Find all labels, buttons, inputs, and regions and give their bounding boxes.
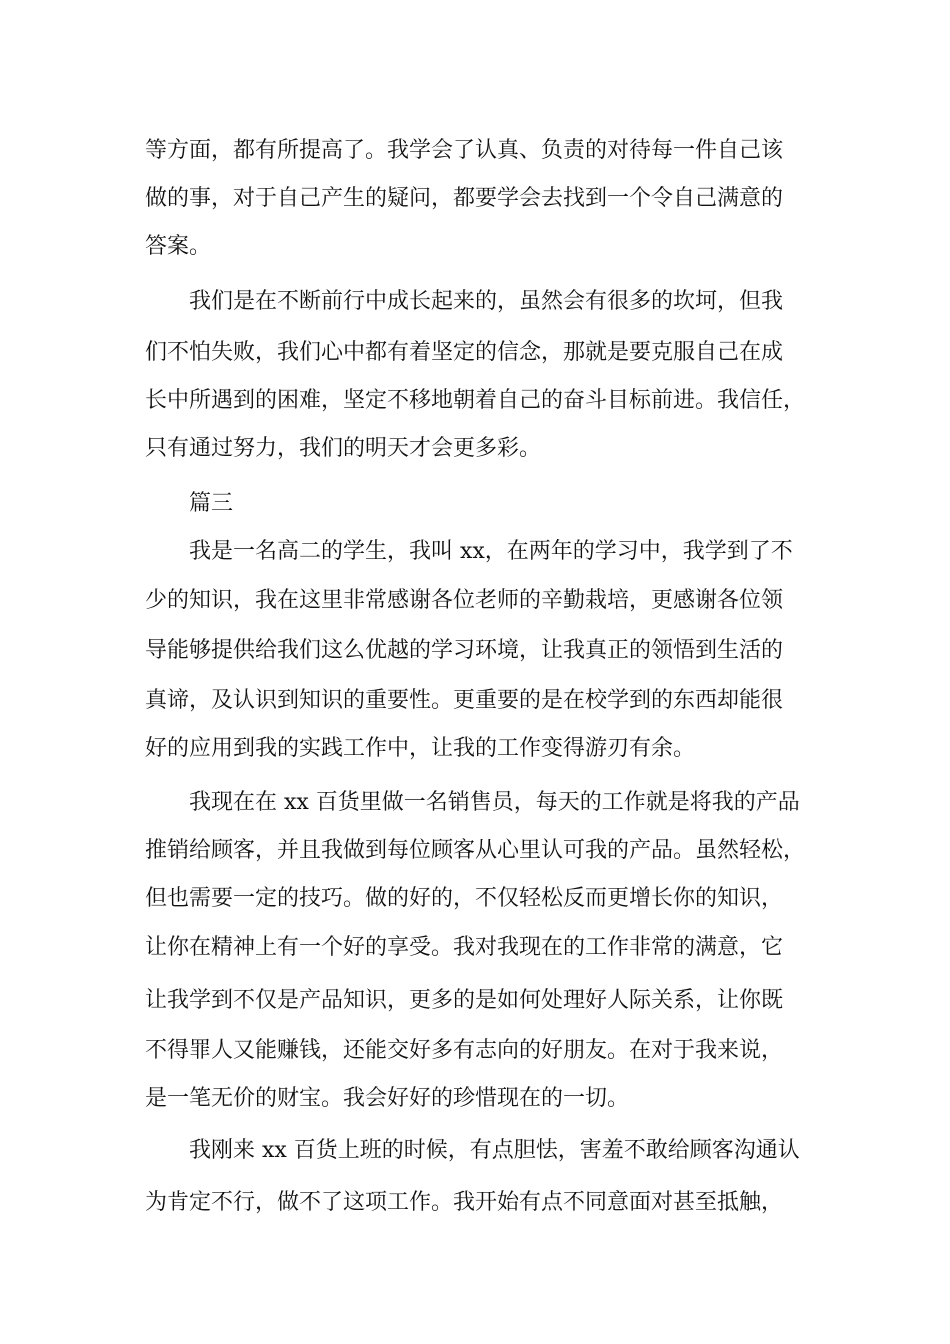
text-line: 让我学到不仅是产品知识，更多的是如何处理好人际关系，让你既 — [145, 988, 784, 1013]
text-line: 为肯定不行，做不了这项工作。我开始有点不同意面对甚至抵触， — [145, 1190, 784, 1215]
text-line: 我是一名高二的学生，我叫 xx，在两年的学习中，我学到了不 — [189, 539, 793, 564]
text-line: 我现在在 xx 百货里做一名销售员，每天的工作就是将我的产品 — [189, 790, 800, 815]
text-line: 导能够提供给我们这么优越的学习环境，让我真正的领悟到生活的 — [145, 638, 784, 663]
text-line: 是一笔无价的财宝。我会好好的珍惜现在的一切。 — [145, 1086, 630, 1111]
text-line: 少的知识，我在这里非常感谢各位老师的辛勤栽培，更感谢各位领 — [145, 588, 784, 613]
text-line: 不得罪人又能赚钱，还能交好多有志向的好朋友。在对于我来说， — [145, 1038, 784, 1063]
text-line: 等方面，都有所提高了。我学会了认真、负责的对待每一件自己该 — [145, 138, 784, 163]
text-line: 只有通过努力，我们的明天才会更多彩。 — [145, 436, 542, 461]
text-line: 长中所遇到的困难，坚定不移地朝着自己的奋斗目标前进。我信任， — [145, 388, 806, 413]
text-line: 推销给顾客，并且我做到每位顾客从心里认可我的产品。虽然轻松， — [145, 838, 806, 863]
section-heading: 篇三 — [189, 491, 234, 516]
text-line: 我刚来 xx 百货上班的时候，有点胆怯，害羞不敢给顾客沟通认 — [189, 1138, 800, 1163]
text-line: 好的应用到我的实践工作中，让我的工作变得游刃有余。 — [145, 736, 696, 761]
text-line: 但也需要一定的技巧。做的好的，不仅轻松反而更增长你的知识， — [145, 886, 784, 911]
text-line: 答案。 — [145, 234, 212, 259]
text-line: 让你在精神上有一个好的享受。我对我现在的工作非常的满意，它 — [145, 935, 784, 960]
text-line: 真谛，及认识到知识的重要性。更重要的是在校学到的东西却能很 — [145, 688, 784, 713]
text-line: 们不怕失败，我们心中都有着坚定的信念，那就是要克服自己在成 — [145, 340, 784, 365]
text-line: 我们是在不断前行中成长起来的，虽然会有很多的坎坷，但我 — [189, 289, 784, 314]
text-line: 做的事，对于自己产生的疑问，都要学会去找到一个令自己满意的 — [145, 186, 784, 211]
